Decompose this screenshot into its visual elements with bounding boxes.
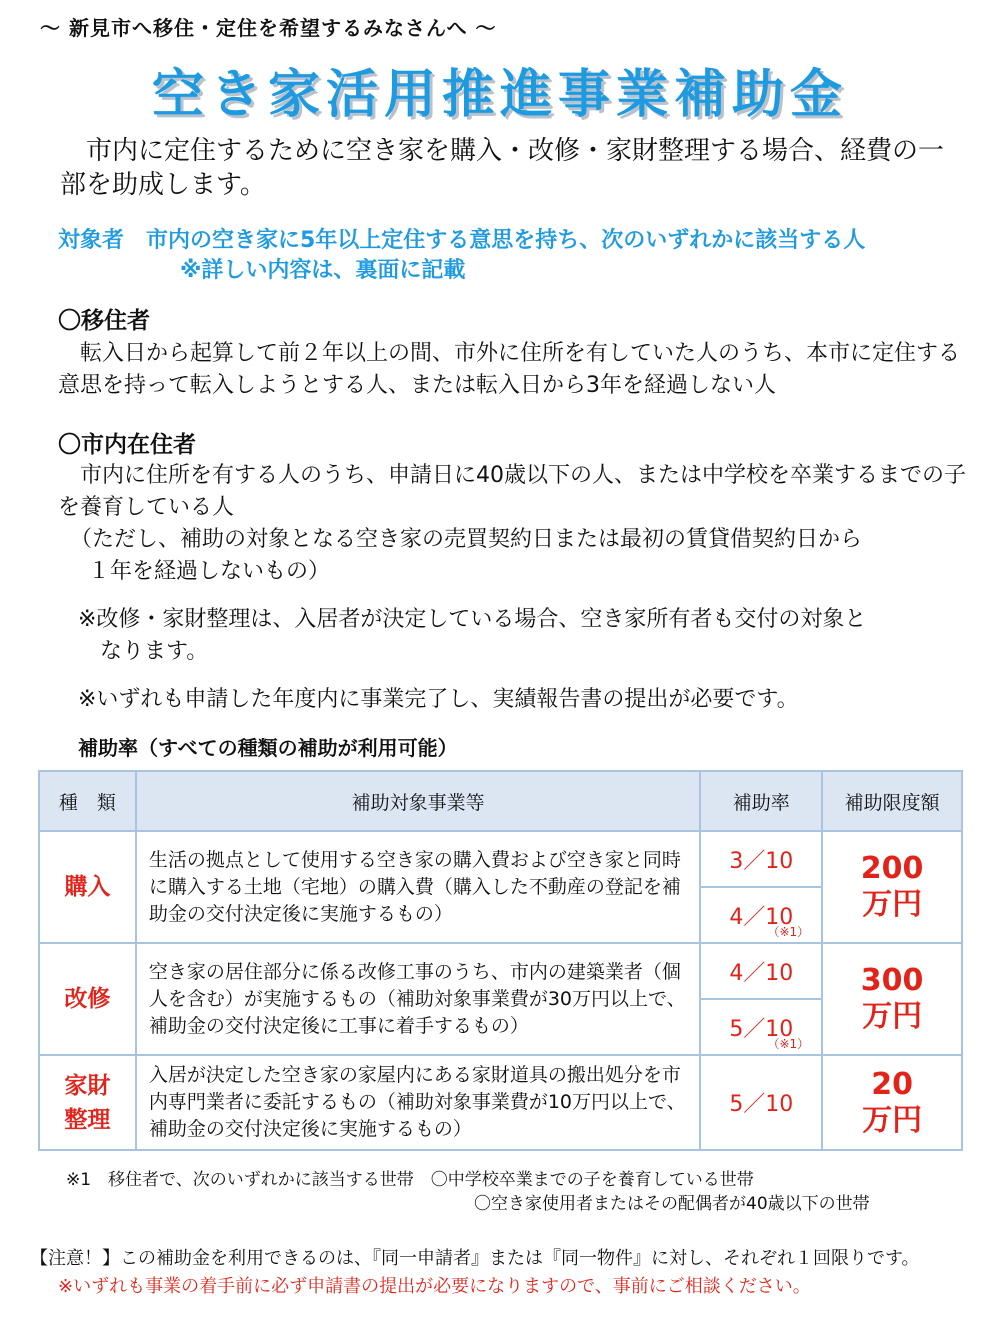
table-header-row [39, 771, 962, 831]
kind-line-2: 整理 [64, 1106, 111, 1133]
target-line: 対象者 市内の空き家に5年以上定住する意思を持ち、次のいずれかに該当する人 [58, 228, 866, 253]
caution-red-text: ※いずれも事業の着手前に必ず申請書の提出が必要になりますので、事前にご相談ください。 [58, 1276, 811, 1297]
note-renovation-1: ※改修・家財整理は、入居者が決定している場合、空き家所有者も交付の対象と [78, 607, 867, 632]
header-rate: 補助率 [700, 771, 822, 831]
migrant-text: 転入日から起算して前２年以上の間、市外に住所を有していた人のうち、本市に定住する意思を持って転入しようとする人、または転入日から3年を経過しない人 [58, 341, 961, 398]
migrant-heading: 〇移住者 [58, 308, 150, 334]
rate-footnote-mark: （※1） [767, 1037, 810, 1051]
intro-text: 市内に定住するために空き家を購入・改修・家財整理する場合、経費の一部を助成します。 [60, 136, 945, 200]
rate-value: 5／10 [729, 1016, 794, 1042]
resident-note-2: １年を経過しないもの） [88, 559, 331, 584]
target-detail-note: ※詳しい内容は、裏面に記載 [180, 258, 466, 283]
limit-cell [822, 831, 962, 943]
rate-cell [700, 887, 822, 943]
resident-note-1: （ただし、補助の対象となる空き家の売買契約日または最初の賃貸借契約日から [70, 527, 863, 552]
desc-cell: 生活の拠点として使用する空き家の購入費および空き家と同時に購入する土地（宅地）の購入費（購入した不動産の登記を補助金の交付決定後に実施するもの） [136, 831, 701, 943]
limit-amount: 200 [860, 851, 924, 886]
page-title: 空き家活用推進事業補助金 [151, 65, 848, 125]
kind-line-1: 家財 [64, 1072, 111, 1099]
table-row [39, 1055, 962, 1150]
limit-unit: 万円 [862, 887, 923, 922]
subsidy-rate-table [38, 770, 963, 1151]
limit-unit: 万円 [862, 1102, 923, 1138]
limit-unit: 万円 [862, 999, 923, 1034]
rate-cell: 3／10 [700, 831, 822, 887]
table-row [39, 943, 962, 999]
limit-cell [822, 943, 962, 1055]
rate-title: 補助率（すべての種類の補助が利用可能） [78, 736, 458, 760]
header-target: 補助対象事業等 [136, 771, 701, 831]
rate-cell: 4／10 [700, 943, 822, 999]
rate-value: 4／10 [729, 904, 794, 930]
header-limit: 補助限度額 [822, 771, 962, 831]
header-kind: 種 類 [39, 771, 136, 831]
rate-cell [700, 999, 822, 1055]
rate-cell: 5／10 [700, 1055, 822, 1150]
footnote-line-2: 〇空き家使用者またはその配偶者が40歳以下の世帯 [474, 1194, 870, 1214]
limit-amount: 300 [860, 963, 924, 998]
kind-cell: 改修 [39, 943, 136, 1055]
table-row [39, 831, 962, 887]
rate-footnote-mark: （※1） [767, 925, 810, 939]
note-renovation-2: なります。 [100, 639, 209, 664]
subtitle: ～ 新見市へ移住・定住を希望するみなさんへ ～ [40, 16, 497, 40]
kind-cell: 購入 [39, 831, 136, 943]
caution-text: 【注意！】この補助金を利用できるのは、『同一申請者』または『同一物件』に対し、それぞれ１回限りです。 [30, 1248, 920, 1269]
kind-cell [39, 1055, 136, 1150]
footnote-line-1: ※1 移住者で、次のいずれかに該当する世帯 〇中学校卒業までの子を養育している世帯 [66, 1170, 754, 1190]
desc-cell: 空き家の居住部分に係る改修工事のうち、市内の建築業者（個人を含む）が実施するもの（補助対象事業費が30万円以上で、補助金の交付決定後に工事に着手するもの） [136, 943, 701, 1055]
limit-cell [822, 1055, 962, 1150]
resident-heading: 〇市内在住者 [58, 432, 196, 458]
limit-amount: 20 [871, 1066, 913, 1102]
desc-cell: 入居が決定した空き家の家屋内にある家財道具の搬出処分を市内専門業者に委託するもの（補助対象事業費が10万円以上で、補助金の交付決定後に実施するもの） [136, 1055, 701, 1150]
note-completion: ※いずれも申請した年度内に事業完了し、実績報告書の提出が必要です。 [78, 687, 799, 712]
resident-text: 市内に住所を有する人のうち、申請日に40歳以下の人、または中学校を卒業するまでの子を養育している人 [58, 463, 966, 520]
